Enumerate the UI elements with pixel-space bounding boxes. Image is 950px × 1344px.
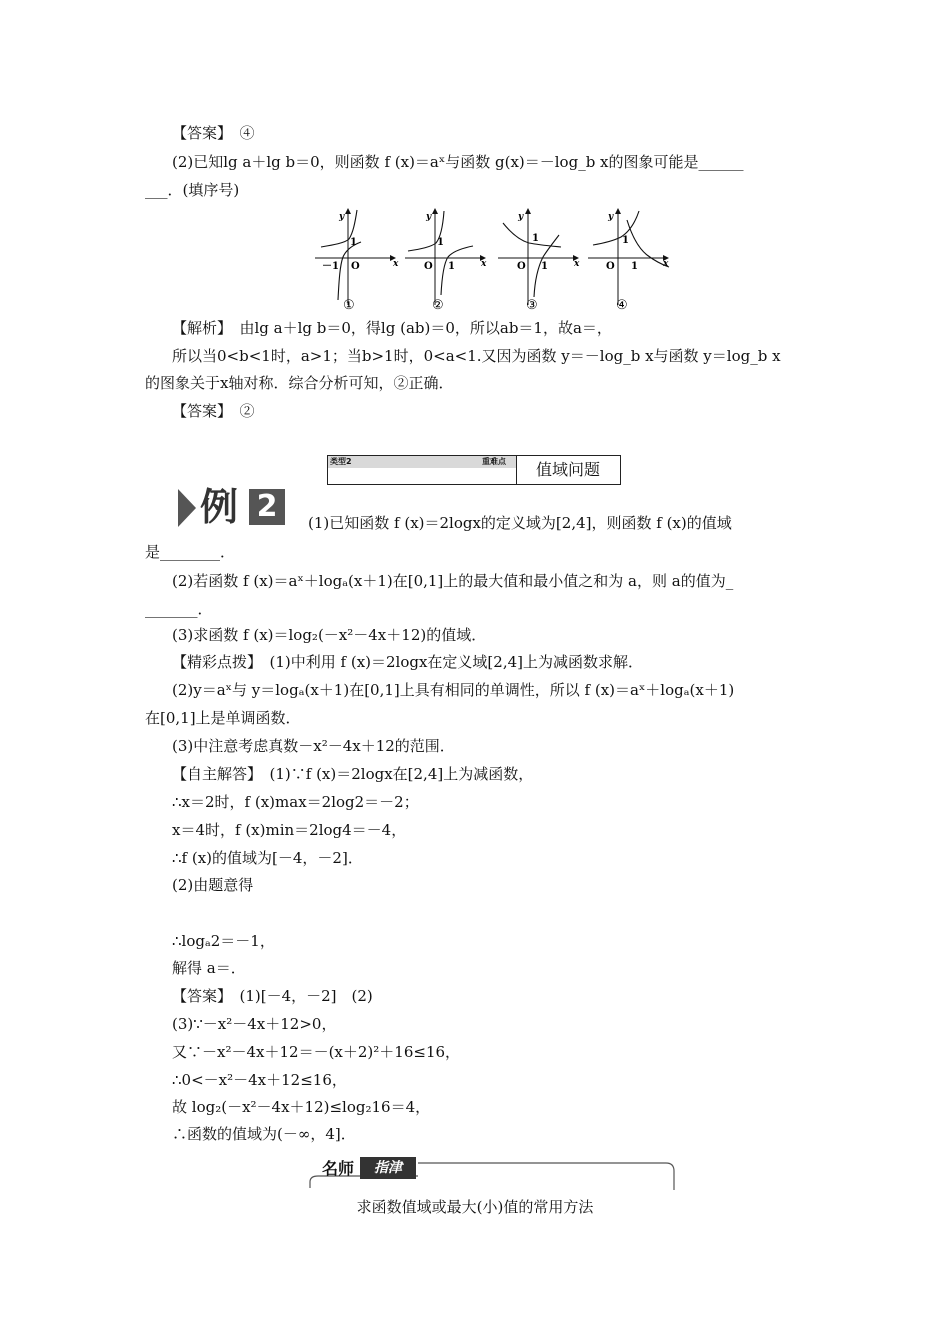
section-banner	[327, 455, 621, 485]
graph-label-2: ②	[432, 298, 444, 313]
solution-line-4: ∴f (x)的值域为[－4，－2]．	[172, 849, 363, 867]
svg-text:y: y	[518, 212, 524, 222]
svg-text:O: O	[606, 261, 615, 272]
svg-text:1: 1	[437, 237, 444, 248]
example-number: 2	[249, 489, 285, 525]
svg-text:O: O	[351, 261, 360, 272]
graph-3	[498, 209, 580, 313]
svg-text:y: y	[608, 212, 614, 222]
solution-line-6: ∴logₐ2＝－1，	[172, 932, 275, 950]
graph-2	[405, 209, 487, 313]
example-q2-line-2: _______．	[145, 600, 213, 618]
hint-line-2: (2)y＝aˣ与 y＝logₐ(x＋1)在[0,1]上具有相同的单调性，所以 f (x)＝aˣ＋logₐ(x＋1)	[172, 681, 735, 699]
solution-line-7: 解得 a＝．	[172, 959, 246, 977]
solution-line-9: 又∵－x²－4x＋12＝－(x＋2)²＋16≤16，	[172, 1043, 461, 1061]
solution-line-10: ∴0<－x²－4x＋12≤16，	[172, 1071, 347, 1089]
graph-options	[313, 205, 673, 315]
svg-text:x: x	[574, 259, 580, 269]
banner-key-label: 重难点	[482, 457, 506, 466]
answer-line-3: 【答案】 (1)[－4，－2] (2)	[172, 987, 373, 1005]
answer-line-1: 【答案】 ④	[172, 124, 255, 142]
tip-label-badge: 指津	[360, 1157, 416, 1179]
svg-text:O: O	[517, 261, 526, 272]
graph-label-3: ③	[526, 298, 538, 313]
question-2-line-1: (2)已知lg a＋lg b＝0，则函数 f (x)＝aˣ与函数 g(x)＝－log_b x的图象可能是______	[172, 153, 744, 171]
example-q1-line-2: 是________．	[145, 543, 236, 561]
svg-text:x: x	[663, 259, 669, 269]
banner-left-cell	[328, 456, 517, 484]
analysis-line-2: 所以当0<b<1时，a>1；当b>1时，0<a<1.又因为函数 y＝－log_b x与函数 y＝log_b x	[172, 347, 781, 365]
example-q3: (3)求函数 f (x)＝log₂(－x²－4x＋12)的值域．	[172, 626, 487, 644]
solution-line-3: x＝4时，f (x)min＝2log4＝－4，	[172, 821, 407, 839]
svg-text:y: y	[426, 212, 432, 222]
graph-label-4: ④	[616, 298, 628, 313]
example-word: 例	[200, 485, 239, 529]
analysis-line-3: 的图象关于x轴对称．综合分析可知，②正确．	[145, 374, 454, 392]
svg-text:x: x	[393, 259, 399, 269]
analysis-line-1: 【解析】 由lg a＋lg b＝0，得lg (ab)＝0，所以ab＝1，故a＝，	[172, 319, 612, 337]
solution-line-1: 【自主解答】 (1)∵f (x)＝2logx在[2,4]上为减函数，	[172, 765, 534, 783]
svg-text:1: 1	[448, 261, 455, 272]
graph-4	[588, 209, 669, 313]
svg-text:x: x	[481, 259, 487, 269]
tip-label: 名师	[322, 1159, 355, 1178]
tip-title: 求函数值域或最大(小)值的常用方法	[356, 1198, 594, 1216]
svg-text:1: 1	[350, 237, 357, 248]
solution-line-12: ∴函数的值域为(－∞，4]．	[172, 1125, 356, 1143]
hint-line-1: 【精彩点拨】 (1)中利用 f (x)＝2logx在定义域[2,4]上为减函数求解．	[172, 653, 643, 671]
example-q1-line-1: (1)已知函数 f (x)＝2logx的定义域为[2,4]，则函数 f (x)的值域	[308, 514, 732, 532]
graph-1	[315, 209, 399, 313]
hint-line-4: (3)中注意考虑真数－x²－4x＋12的范围．	[172, 737, 455, 755]
banner-type-label: 类型2	[330, 457, 352, 466]
svg-text:1: 1	[631, 261, 638, 272]
answer-line-2: 【答案】 ②	[172, 402, 255, 420]
banner-title: 值域问题	[535, 460, 600, 479]
svg-text:O: O	[424, 261, 433, 272]
svg-text:1: 1	[532, 233, 539, 244]
svg-text:1: 1	[541, 261, 548, 272]
graph-label-1: ①	[343, 298, 355, 313]
solution-line-2: ∴x＝2时，f (x)max＝2log2＝－2；	[172, 793, 419, 811]
solution-line-5: (2)由题意得	[172, 876, 254, 894]
svg-text:－1: －1	[322, 261, 339, 272]
hint-line-3: 在[0,1]上是单调函数．	[145, 709, 301, 727]
solution-line-11: 故 log₂(－x²－4x＋12)≤log₂16＝4，	[172, 1098, 431, 1116]
solution-line-8: (3)∵－x²－4x＋12>0，	[172, 1015, 337, 1033]
question-2-line-2: ___．(填序号)	[145, 181, 240, 199]
example-q2-line-1: (2)若函数 f (x)＝aˣ＋logₐ(x＋1)在[0,1]上的最大值和最小值之和为 a，则 a的值为_	[172, 572, 734, 590]
svg-text:1: 1	[622, 235, 629, 246]
svg-text:y: y	[339, 212, 345, 222]
